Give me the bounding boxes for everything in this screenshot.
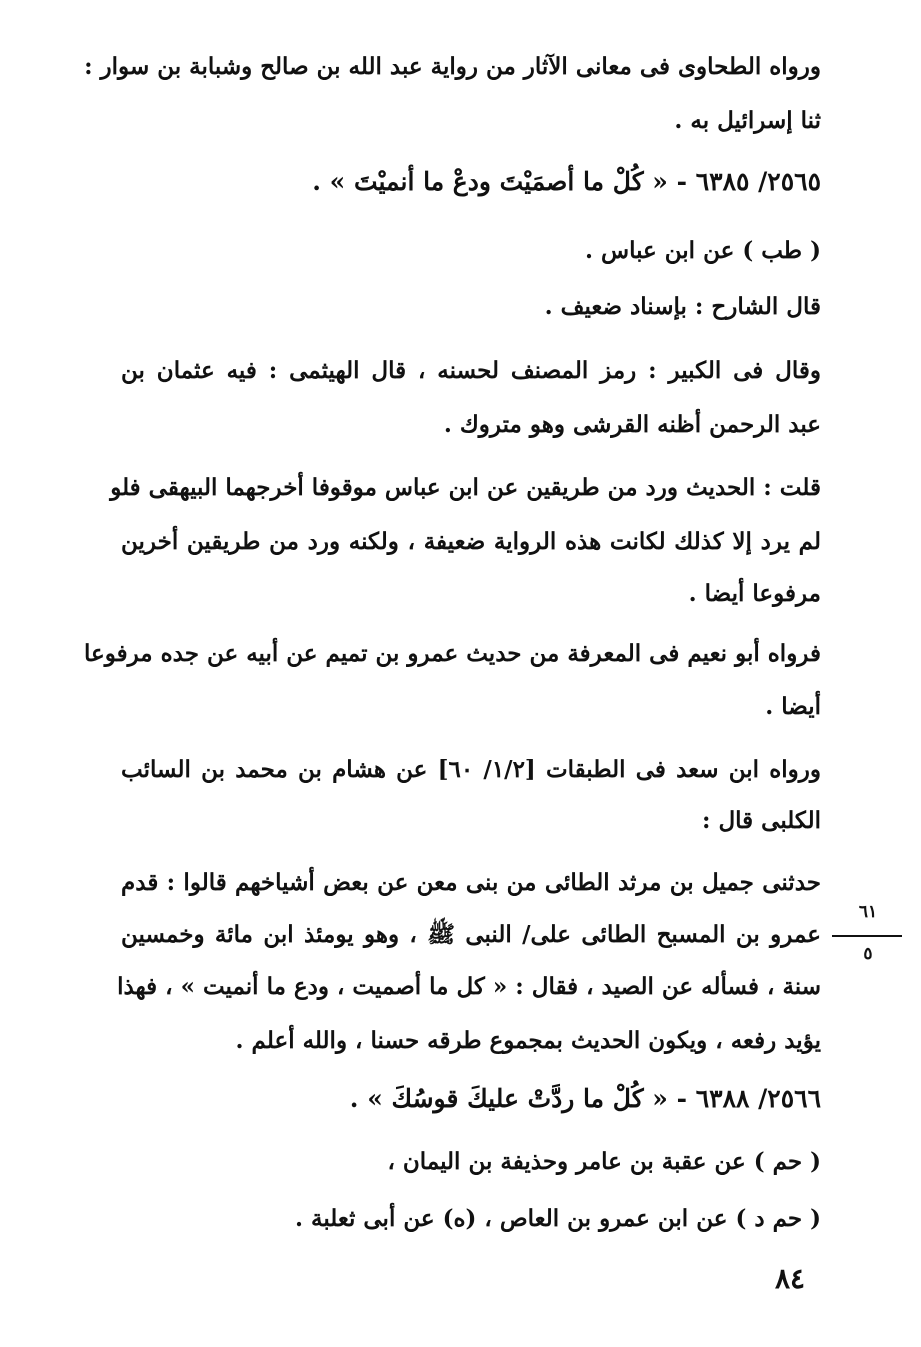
margin-reference-page: ٥ <box>863 944 873 964</box>
source-line: ( طب ) عن ابن عباس . <box>585 237 821 264</box>
text-line: حدثنى جميل بن مرثد الطائى من بنى معن عن بعض أشياخهم قالوا : قدم <box>121 869 821 896</box>
text-line: وقال فى الكبير : رمز المصنف لحسنه ، قال الهيثمى : فيه عثمان بن <box>121 357 821 384</box>
text-line: عمرو بن المسبح الطائى على/ النبى ﷺ ، وهو يومئذ ابن مائة وخمسين <box>121 921 821 948</box>
text-line: قلت : الحديث ورد من طريقين عن ابن عباس موقوفا أخرجهما البيهقى فلو <box>110 474 821 501</box>
text-line: الكلبى قال : <box>701 807 821 834</box>
margin-reference-volume: ٦١ <box>858 902 878 922</box>
page-number: ٨٤ <box>774 1262 806 1295</box>
text-line: ثنا إسرائيل به . <box>674 107 821 134</box>
text-line: فرواه أبو نعيم فى المعرفة من حديث عمرو بن تميم عن أبيه عن جده مرفوعا <box>84 640 821 667</box>
text-line: مرفوعا أيضا . <box>688 580 821 607</box>
text-line: قال الشارح : بإسناد ضعيف . <box>544 293 821 320</box>
source-line: ( حم د ) عن ابن عمرو بن العاص ، (ه) عن أبى ثعلبة . <box>294 1205 821 1232</box>
hadith-heading: ٢٥٦٥/ ٦٣٨٥ - « كُلْ ما أصمَيْتَ ودعْ ما أنميْتَ » . <box>312 167 821 196</box>
text-line: لم يرد إلا كذلك لكانت هذه الرواية ضعيفة ، ولكنه ورد من طريقين أخرين <box>121 528 821 555</box>
source-line: ( حم ) عن عقبة بن عامر وحذيفة بن اليمان ، <box>387 1148 821 1175</box>
text-line: أيضا . <box>765 693 821 720</box>
text-line: ورواه ابن سعد فى الطبقات [١/٢/ ٦٠] عن هشام بن محمد بن السائب <box>121 756 821 783</box>
hadith-heading: ٢٥٦٦/ ٦٣٨٨ - « كُلْ ما ردَّتْ عليكَ قوسُكَ » . <box>349 1084 821 1113</box>
text-line: ورواه الطحاوى فى معانى الآثار من رواية عبد الله بن صالح وشبابة بن سوار : <box>84 53 821 80</box>
text-line: عبد الرحمن أظنه القرشى وهو متروك . <box>443 411 821 438</box>
text-line: سنة ، فسأله عن الصيد ، فقال : « كل ما أصميت ، ودع ما أنميت » ، فهذا <box>117 973 821 1000</box>
text-line: يؤيد رفعه ، ويكون الحديث بمجموع طرقه حسنا ، والله أعلم . <box>235 1027 821 1054</box>
margin-divider <box>832 935 902 937</box>
